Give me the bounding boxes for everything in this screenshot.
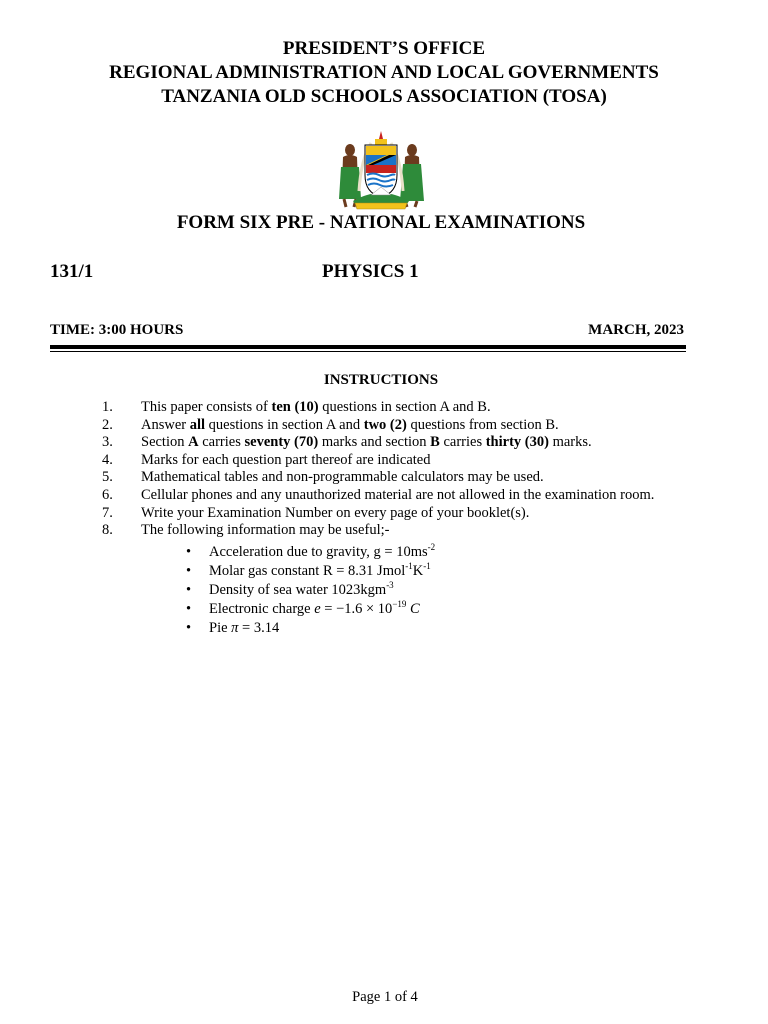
useful-info-text: [209, 562, 431, 581]
bullet-icon: •: [186, 563, 192, 579]
bullet-icon: •: [186, 544, 192, 560]
instructions-list: [0, 399, 768, 540]
text-run: Acceleration due to gravity, g = 10ms: [209, 544, 428, 560]
instruction-item-5: [0, 469, 768, 487]
bold-run: B: [430, 434, 440, 451]
header-line-3: TANZANIA OLD SCHOOLS ASSOCIATION (TOSA): [161, 86, 607, 107]
text-run: Pie: [209, 620, 232, 636]
text-run: = 3.14: [238, 620, 280, 636]
text-run: questions in section A and: [205, 416, 364, 433]
instructions-heading: INSTRUCTIONS: [323, 372, 439, 388]
superscript: -1: [423, 561, 431, 571]
instruction-number: 7.: [102, 504, 113, 521]
exam-date: MARCH, 2023: [588, 322, 684, 338]
text-run: = −1.6 × 10: [320, 601, 393, 617]
superscript: -2: [427, 542, 436, 552]
instruction-item-8: [0, 522, 768, 540]
superscript: -1: [405, 561, 413, 571]
instruction-text: [141, 399, 491, 417]
instruction-number: 1.: [102, 399, 113, 415]
text-run: Density of sea water 1023kgm: [209, 582, 387, 598]
instruction-text: Write your Examination Number on every page of your booklet(s).: [141, 504, 530, 521]
divider-thin: [50, 351, 686, 352]
instruction-text: [141, 417, 559, 435]
bold-run: two (2): [363, 416, 407, 433]
bullet-icon: •: [186, 582, 192, 598]
instruction-text: [141, 434, 592, 452]
bold-run: A: [188, 434, 199, 451]
bold-run: seventy (70): [244, 434, 319, 451]
exam-time: TIME: 3:00 HOURS: [50, 322, 184, 338]
instruction-text: The following information may be useful;-: [141, 522, 390, 539]
text-run: Answer: [141, 416, 190, 433]
paper-code: 131/1: [50, 261, 94, 282]
exam-title: FORM SIX PRE - NATIONAL EXAMINATIONS: [176, 212, 586, 233]
text-run: marks and section: [318, 434, 431, 451]
instruction-item-7: [0, 505, 768, 523]
math-symbol: π: [231, 620, 239, 636]
instruction-text: Mathematical tables and non-programmable calculators may be used.: [141, 469, 544, 486]
bold-run: all: [189, 416, 206, 433]
header-line-2: REGIONAL ADMINISTRATION AND LOCAL GOVERNMENTS: [109, 62, 659, 83]
bullet-icon: •: [186, 601, 192, 617]
instruction-number: 2.: [102, 416, 113, 433]
instruction-number: 5.: [102, 469, 113, 486]
instruction-number: 4.: [102, 451, 113, 468]
text-run: This paper consists of: [141, 399, 272, 415]
text-run: carries: [439, 434, 486, 451]
text-run: Section: [141, 434, 189, 451]
instruction-text: Marks for each question part thereof are indicated: [141, 451, 431, 468]
math-symbol: e: [314, 601, 321, 617]
text-run: carries: [198, 434, 245, 451]
header-line-1: PRESIDENT’S OFFICE: [282, 38, 486, 59]
useful-info-text: [209, 600, 420, 619]
superscript: -3: [386, 580, 394, 590]
bullet-icon: •: [186, 620, 192, 636]
bold-run: thirty (30): [485, 434, 549, 451]
useful-info-list: [0, 543, 768, 638]
useful-info-text: [209, 581, 394, 600]
divider-thick: [50, 345, 686, 349]
page-number: Page 1 of 4: [352, 989, 418, 1005]
text-run: marks.: [548, 434, 592, 451]
tanzania-coat-of-arms-icon: [331, 129, 431, 211]
instruction-number: 6.: [102, 486, 113, 503]
useful-info-pi: [0, 619, 768, 638]
useful-info-density: [0, 581, 768, 600]
instruction-item-4: [0, 452, 768, 470]
math-symbol: C: [410, 601, 420, 617]
useful-info-text: [209, 543, 435, 562]
text-run: K: [412, 563, 424, 579]
bold-run: ten (10): [271, 399, 319, 415]
useful-info-gravity: [0, 543, 768, 562]
text-run: questions from section B.: [406, 416, 559, 433]
text-run: Electronic charge: [209, 601, 315, 617]
useful-info-text: [209, 619, 279, 638]
instruction-item-2: [0, 417, 768, 435]
useful-info-gas-constant: [0, 562, 768, 581]
instruction-item-6: [0, 487, 768, 505]
text-run: questions in section A and B.: [318, 399, 491, 415]
superscript: −19: [392, 599, 407, 609]
instruction-number: 3.: [102, 434, 113, 451]
paper-subject: PHYSICS 1: [322, 261, 419, 282]
instruction-item-1: [0, 399, 768, 417]
instruction-item-3: [0, 434, 768, 452]
instruction-number: 8.: [102, 522, 113, 539]
instruction-text: Cellular phones and any unauthorized material are not allowed in the examination room.: [141, 486, 655, 503]
useful-info-charge: [0, 600, 768, 619]
text-run: Molar gas constant R = 8.31 Jmol: [209, 563, 406, 579]
